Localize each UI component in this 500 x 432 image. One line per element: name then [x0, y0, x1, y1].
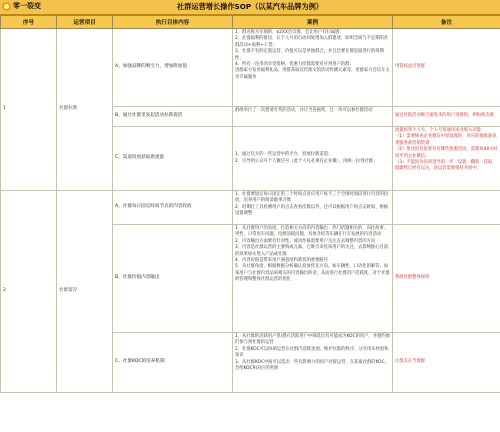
table-row [1, 191, 500, 225]
row-project: 社群拉新 [57, 29, 113, 191]
row-case: 1、群名称为车圈的、$2XX会员群、会让用户有归属感； 2、社群福利的推送，在个人号的自动回复增加入群邀请、标明含简与不定期的社群活动+福利+干货； 3、社群不有的定置运营、价值可以是单独群合，并且还要在群里面进行的周期性； 4、所有一连串的享受资格、优惠力度都需要对应到用户的群； 进群家方发券福利礼品，进群获取宣传推文的活动传播元素等、进群家方会员车主享专属服务 [233, 29, 393, 107]
brand-icon [2, 2, 11, 11]
brand-name: 零一裂变 [13, 2, 41, 10]
row-task: C、渠道投放获取新流量 [113, 127, 233, 191]
sop-table [0, 15, 500, 393]
row-case: 1、通过官方的一些运营中的平台、投放拉新渠道； 2、引导到公众号个人微信号（此个人号必须有企业微），再统一拉进社群； [233, 127, 393, 191]
row-note: 流量再到个人号，个人号用通用求业规入功能： （1）需要核查企业微信中原设置的，对应的推推通讯类服务商营销资训； （2）推送的有很着有有哪些优惠活动，需要每48小时同步到企业微信； （3）不能因为你回进导的一步一设置一翻转一获取，群建给已经有以关，该运营需要保持开展中。 [393, 127, 500, 191]
row-note: 用钩权益引进群 [393, 29, 500, 107]
row-case: 1、从社群用户的角度，打造相关方向的内容输出：热门话题相关的、向往故事、男性、日常用车问题、电源消耗问题、具体介绍等车辆在行车发展的内容活动 2、内容输出方面要有针对性，或动作核需要用户关注点去调整内容的方向 3、内容是社群运营的主要构成元素，它吸引来优质用户的关注，去影响推心目前的效果如实进入产品或社群 4、内容价值是带来用户满意度和新客的重要路径 5、从社群角度，根据数据分析确认投放优先方向，如车辆性、口语化的解答、如某用户与社群内容品质相关的内容输出的话，从而进行社群用户活跃度、对于社群的管理和整体社群运营的优化 [233, 225, 393, 333]
row-task: A、社群每日固定时间节点的内容投放 [113, 191, 233, 225]
row-task: A、加强品牌的吸引力，增加附加值 [113, 29, 233, 107]
sheet-title: 社群运营增长操作SOP（以某汽车品牌为例） [177, 2, 323, 11]
row-case: 1、从社群的活跃用户里/潜在活跃用户中筛选出有可能成为KOC的用户，并邀约他们参与到社群的运营 2、社群KOC可以协助运营在社群内活跃氛围、维护社群的秩序、分享用车经验和知识 3、从社群KOC中间可以选出一些有影响力的用户对接运营、在获取社群的KOC，会给KOC相对应的奖励 [233, 333, 393, 393]
row-index: 1 [1, 29, 57, 191]
col-header-task: 执行目体内容 [113, 16, 233, 29]
col-header-index: 序号 [1, 16, 57, 29]
row-note: 让群友在当群群 [393, 333, 500, 393]
row-task: B、社群价值内容输出 [113, 225, 233, 333]
row-note: 系统社群整体保持 [393, 225, 500, 333]
sheet-title-bar [0, 0, 500, 15]
row-project: 社群留存 [57, 191, 113, 393]
col-header-case: 案例 [233, 16, 393, 29]
row-note [393, 191, 500, 225]
row-index: 2 [1, 191, 57, 393]
table-header-row [1, 16, 500, 29]
table-row [1, 29, 500, 107]
col-header-project: 运营项目 [57, 16, 113, 29]
brand-logo [2, 1, 41, 11]
col-header-note: 备注 [393, 16, 500, 29]
row-note: 通过社群活动吸引流进来的用户进群转，例如则出群 [393, 107, 500, 127]
row-case: 1、社群要固定每日固定的三个时间点对应用户每天三个空闲时间段进行内容的投放，培养用户的阅读做事习惯 2、时期打工具检测用户的点击查看次数以外，还可以根据用户的点击时间、根据设置调整 [233, 191, 393, 225]
row-task: C、社群KOC的培养机制 [113, 333, 233, 393]
row-task: B、通过社群里发起活动拉新促活 [113, 107, 233, 127]
row-case: 群组举行了一次邀请有奖的活动，并让当连抽奖，且一块可以参社群活动 [233, 107, 393, 127]
